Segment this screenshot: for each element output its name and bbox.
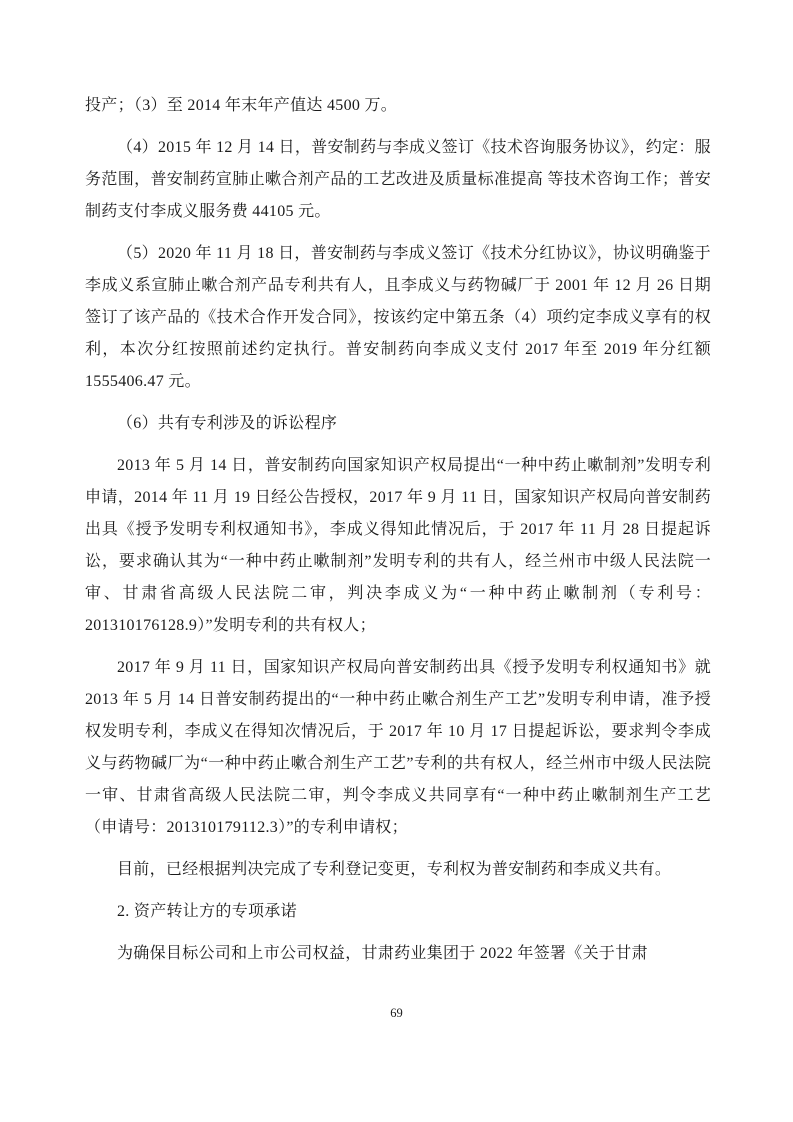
heading-item-6-litigation-procedures: （6）共有专利涉及的诉讼程序: [117, 415, 338, 432]
paragraph-commitment-intro: 为确保目标公司和上市公司权益，甘肃药业集团于 2022 年签署《关于甘肃: [117, 945, 648, 962]
paragraph-item-5-dividend-agreement: （5）2020 年 11 月 18 日，普安制药与李成义签订《技术分红协议》，协议明确鉴于李成义系宣肺止嗽合剂产品专利共有人，且李成义与药物碱厂于 2001 年 12 月 26 日期签订了该产品的《技术合作开发合同》，按该约定中第五条（4）项约定李成义享有的权利，本次分红按照前述约定执行。普安制药向李成义支付 2017 年至 2019 年分红额 1555406.47 元。: [85, 245, 711, 390]
paragraph-litigation-patent-1: 2013 年 5 月 14 日，普安制药向国家知识产权局提出“一种中药止嗽制剂”发明专利申请，2014 年 11 月 19 日经公告授权，2017 年 9 月 11 日，国家知识产权局向普安制药出具《授予发明专利权通知书》，李成义得知此情况后，于 2017 年 11 月 28 日提起诉讼，要求确认其为“一种中药止嗽制剂”发明专利的共有人，经兰州市中级人民法院一审、甘肃省高级人民法院二审，判决李成义为“一种中药止嗽制剂（专利号：201310176128.9）”发明专利的共有权人；: [85, 457, 711, 634]
heading-2-transferor-special-commitments: 2. 资产转让方的专项承诺: [117, 903, 297, 920]
paragraph-litigation-patent-2: 2017 年 9 月 11 日，国家知识产权局向普安制药出具《授予发明专利权通知书》就 2013 年 5 月 14 日普安制药提出的“一种中药止嗽合剂生产工艺”发明专利申请，准予授权发明专利，李成义在得知次情况后，于 2017 年 10 月 17 日提起诉讼，要求判令李成义与药物碱厂为“一种中药止嗽合剂生产工艺”专利的共有权人，经兰州市中级人民法院一审、甘肃省高级人民法院二审，判令李成义共同享有“一种中药止嗽制剂生产工艺（申请号：201310179112.3）”的专利申请权；: [85, 659, 711, 836]
paragraph-current-registration-status: 目前，已经根据判决完成了专利登记变更，专利权为普安制药和李成义共有。: [117, 861, 672, 878]
page-number: 69: [390, 1006, 403, 1020]
paragraph-continuation: 投产；（3）至 2014 年末年产值达 4500 万。: [85, 97, 398, 114]
document-body: [85, 90, 711, 980]
paragraph-item-4-consulting-agreement: （4）2015 年 12 月 14 日，普安制药与李成义签订《技术咨询服务协议》，约定：服务范围，普安制药宣肺止嗽合剂产品的工艺改进及质量标准提高 等技术咨询工作；普安制药支付李成义服务费 44105 元。: [85, 139, 711, 220]
